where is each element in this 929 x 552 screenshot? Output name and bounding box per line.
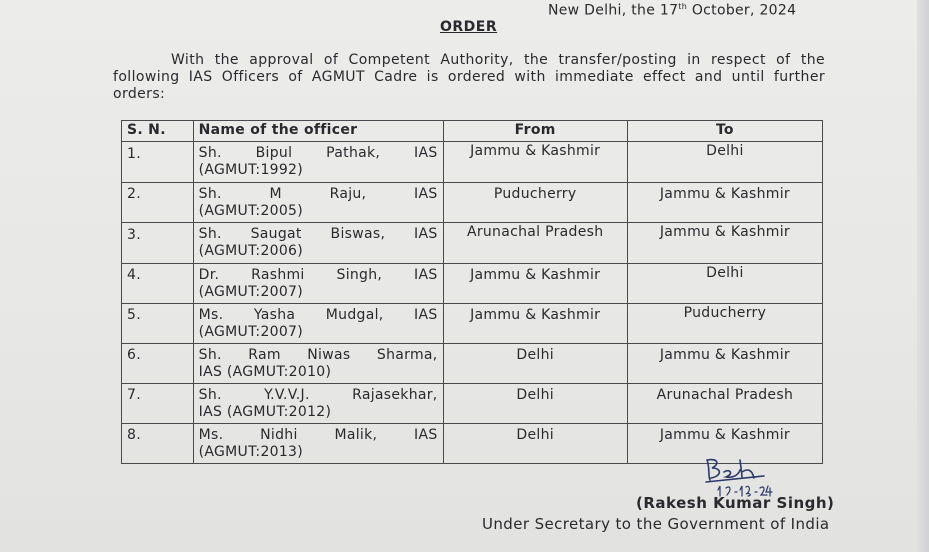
officer-cadre: (AGMUT:2007) bbox=[198, 324, 304, 340]
row-from: Delhi bbox=[443, 344, 627, 384]
row-to: Jammu & Kashmir bbox=[627, 183, 822, 223]
officer-cadre: (AGMUT:2006) bbox=[198, 243, 304, 259]
date-superscript: th bbox=[678, 2, 688, 11]
row-sn: 5. bbox=[122, 304, 194, 344]
table-row bbox=[122, 183, 823, 223]
officer-name: Sh. Ram Niwas Sharma, bbox=[198, 347, 438, 363]
header-from: From bbox=[443, 121, 627, 142]
row-sn: 3. bbox=[122, 223, 194, 264]
row-name bbox=[193, 142, 443, 183]
row-from: Jammu & Kashmir bbox=[443, 142, 627, 183]
row-to: Delhi bbox=[627, 264, 822, 304]
row-sn: 8. bbox=[122, 424, 194, 464]
place-date-line bbox=[548, 2, 796, 19]
table-row bbox=[122, 223, 823, 264]
row-from: Arunachal Pradesh bbox=[443, 223, 627, 264]
row-name bbox=[193, 183, 443, 223]
officer-cadre: (AGMUT:2005) bbox=[198, 203, 304, 219]
officer-name: Dr. Rashmi Singh, IAS bbox=[198, 267, 438, 283]
row-to: Arunachal Pradesh bbox=[627, 384, 822, 424]
row-from: Jammu & Kashmir bbox=[443, 304, 627, 344]
date-month-year: October, 2024 bbox=[687, 2, 797, 19]
officer-cadre: (AGMUT:1992) bbox=[198, 162, 304, 178]
row-from: Delhi bbox=[443, 384, 627, 424]
row-sn: 7. bbox=[122, 384, 194, 424]
page-edge-shadow bbox=[917, 0, 929, 552]
row-name bbox=[193, 264, 443, 304]
officer-cadre: (AGMUT:2013) bbox=[198, 444, 304, 460]
officer-name: Sh. Bipul Pathak, IAS bbox=[198, 145, 438, 161]
officer-name: Ms. Nidhi Malik, IAS bbox=[198, 427, 438, 443]
header-name: Name of the officer bbox=[193, 121, 443, 142]
header-to: To bbox=[627, 121, 822, 142]
header-sn: S. N. bbox=[122, 121, 194, 142]
row-to: Jammu & Kashmir bbox=[627, 424, 822, 464]
row-name bbox=[193, 223, 443, 264]
row-sn: 1. bbox=[122, 142, 194, 183]
row-name bbox=[193, 424, 443, 464]
row-sn: 4. bbox=[122, 264, 194, 304]
officer-cadre: (AGMUT:2007) bbox=[198, 284, 304, 300]
table-row bbox=[122, 344, 823, 384]
row-sn: 6. bbox=[122, 344, 194, 384]
row-from: Jammu & Kashmir bbox=[443, 264, 627, 304]
officer-cadre: IAS (AGMUT:2012) bbox=[198, 404, 332, 420]
row-name bbox=[193, 384, 443, 424]
table-row bbox=[122, 264, 823, 304]
officer-name: Sh. Saugat Biswas, IAS bbox=[198, 226, 438, 242]
place-date: New Delhi, the 17 bbox=[548, 2, 679, 19]
row-to: Puducherry bbox=[627, 304, 822, 344]
row-to: Jammu & Kashmir bbox=[627, 344, 822, 384]
table-row bbox=[122, 304, 823, 344]
table-row bbox=[122, 384, 823, 424]
officer-name: Sh. Y.V.V.J. Rajasekhar, bbox=[198, 387, 438, 403]
intro-paragraph: With the approval of Competent Authority, the transfer/posting in respect of the following IAS Officers of AGMUT Cadre is ordered with immediate effect and until further orders: bbox=[113, 52, 825, 102]
signatory-designation: Under Secretary to the Government of India bbox=[482, 515, 830, 533]
officer-name: Sh. M Raju, IAS bbox=[198, 186, 438, 202]
row-to: Delhi bbox=[627, 142, 822, 183]
row-name bbox=[193, 344, 443, 384]
officer-name: Ms. Yasha Mudgal, IAS bbox=[198, 307, 438, 323]
row-from: Delhi bbox=[443, 424, 627, 464]
order-title: ORDER bbox=[440, 19, 498, 35]
row-sn: 2. bbox=[122, 183, 194, 223]
signatory-name: (Rakesh Kumar Singh) bbox=[636, 494, 835, 512]
table-header-row bbox=[122, 121, 823, 142]
officer-cadre: IAS (AGMUT:2010) bbox=[198, 364, 332, 380]
transfer-table bbox=[121, 120, 823, 464]
row-to: Jammu & Kashmir bbox=[627, 223, 822, 264]
row-name bbox=[193, 304, 443, 344]
table-row bbox=[122, 142, 823, 183]
row-from: Puducherry bbox=[443, 183, 627, 223]
handwritten-signature bbox=[704, 456, 776, 498]
